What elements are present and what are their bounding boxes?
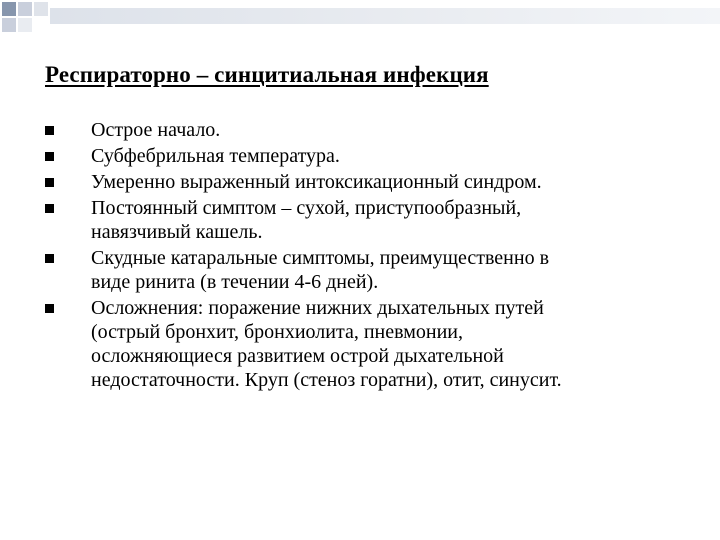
bullet-item	[45, 196, 695, 244]
bullet-text: Острое начало.	[91, 119, 221, 141]
bullet-text: Осложнения: поражение нижних дыхательных путей	[91, 297, 544, 319]
bullet-item	[45, 296, 695, 392]
bullet-item	[45, 246, 695, 294]
bullet-item	[45, 170, 695, 194]
square-bullet-icon	[45, 254, 54, 263]
decorative-top-bar	[50, 8, 720, 24]
decor-square	[2, 18, 16, 32]
bullet-text: Умеренно выраженный интоксикационный синдром.	[91, 171, 542, 193]
bullet-text: Субфебрильная температура.	[91, 145, 340, 167]
bullet-list	[45, 118, 695, 394]
slide-title: Респираторно – синцитиальная инфекция	[45, 62, 489, 87]
decor-square	[34, 2, 48, 16]
bullet-text: недостаточности. Круп (стеноз горатни), отит, синусит.	[91, 369, 562, 391]
bullet-text: осложняющиеся развитием острой дыхательной	[91, 345, 504, 367]
bullet-text: виде ринита (в течении 4-6 дней).	[91, 271, 379, 293]
square-bullet-icon	[45, 126, 54, 135]
bullet-text: навязчивый кашель.	[91, 221, 263, 243]
square-bullet-icon	[45, 152, 54, 161]
decor-square	[18, 2, 32, 16]
square-bullet-icon	[45, 304, 54, 313]
bullet-item	[45, 118, 695, 142]
square-bullet-icon	[45, 178, 54, 187]
bullet-text: Постоянный симптом – сухой, приступообразный,	[91, 197, 522, 219]
decor-square	[2, 2, 16, 16]
square-bullet-icon	[45, 204, 54, 213]
decor-square	[18, 18, 32, 32]
bullet-text: Скудные катаральные симптомы, преимущественно в	[91, 247, 550, 269]
bullet-text: (острый бронхит, бронхиолита, пневмонии,	[91, 321, 463, 343]
bullet-item	[45, 144, 695, 168]
